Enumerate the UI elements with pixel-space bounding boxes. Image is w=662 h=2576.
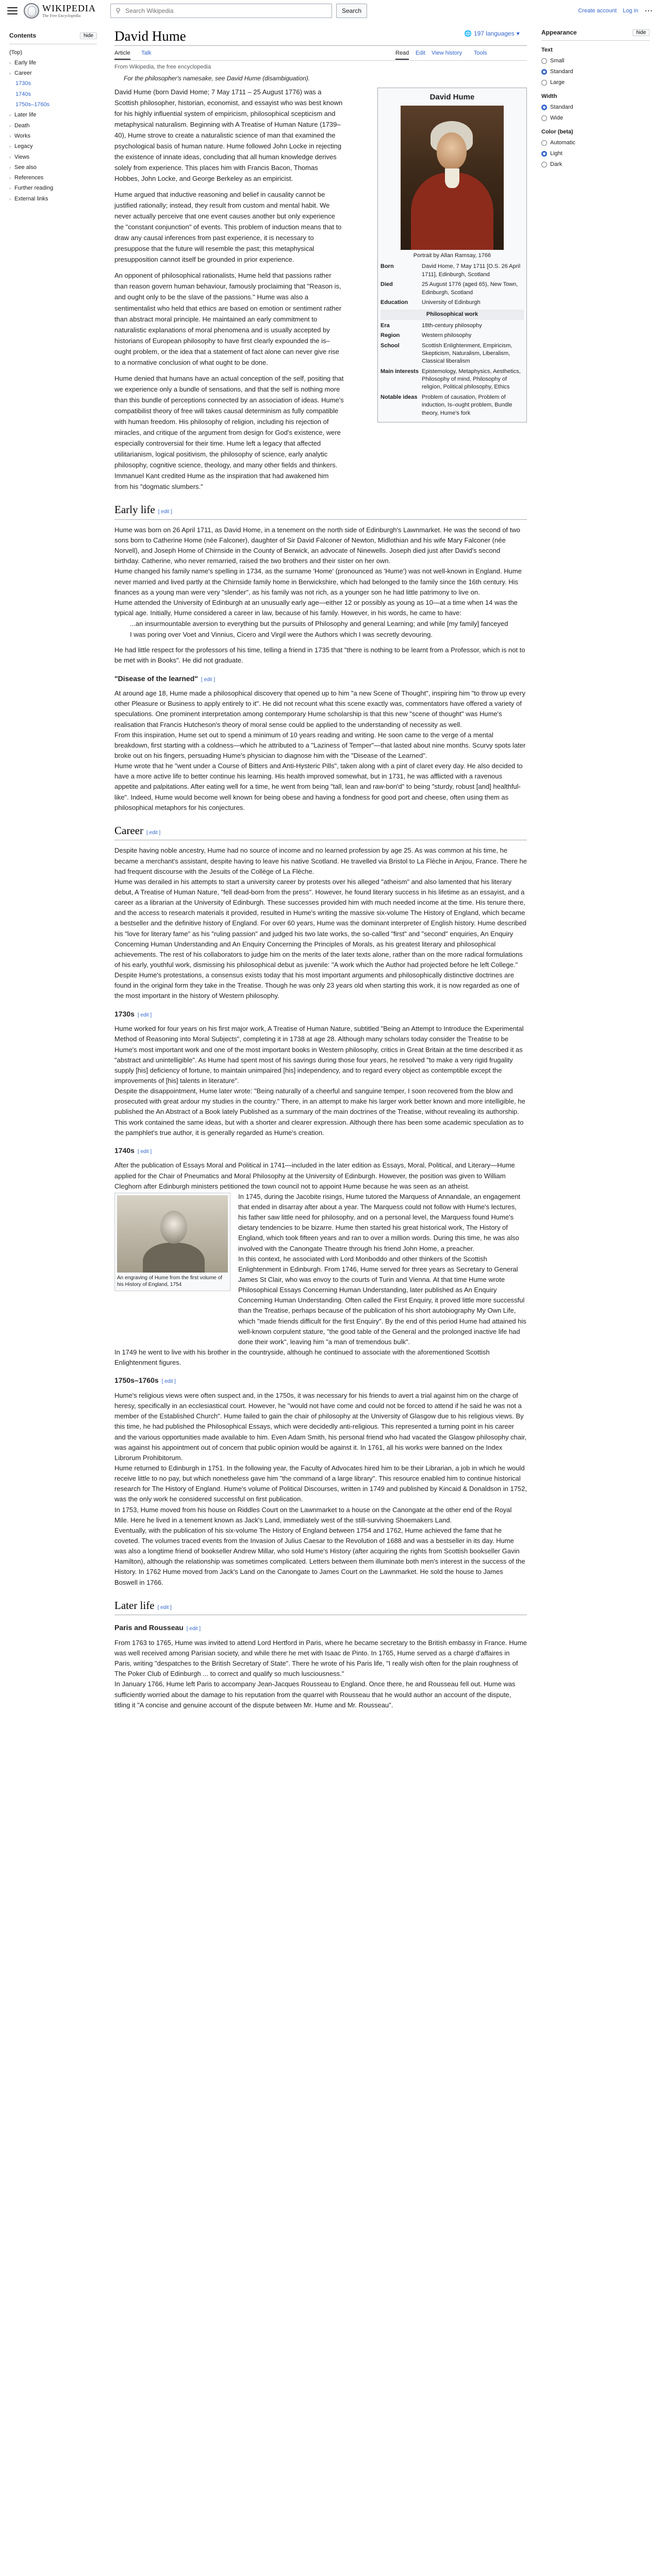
edit-section-link[interactable]: [ edit ] (137, 1012, 152, 1018)
toc-item[interactable] (9, 152, 97, 162)
infobox-label: Born (380, 263, 394, 270)
paragraph: Hume argued that inductive reasoning and belief in causality cannot be justified rationally; instead, they result from custom and mental habit. We never actually perceive that one event causes another but only experience the "constant conjunction" of events. This problem of induction means that to draw any causal inferences from past experience, it is necessary to presuppose that the future will resemble the past; this metaphysical presupposition cannot itself be grounded in prior experience. (114, 191, 342, 264)
chevron-icon: › (9, 112, 11, 118)
chevron-icon: › (9, 71, 11, 76)
toc-item-label: 1750s–1760s (15, 101, 50, 108)
toc-item[interactable] (9, 183, 97, 193)
paragraph: In this context, he associated with Lord Monboddo and other thinkers of the Scottish Enlightenment in Edinburgh. From 1746, Hume served for three years as Secretary to General James St Clair, who was envoy to the courts of Turin and Vienna. At that time Hume wrote Philosophical Essays Concerning Human Understanding, later published as An Enquiry Concerning Human Understanding. Often called the First Enquiry, it proved little more successful than the Treatise, perhaps because of the publication of his short autobiography My Own Life, which "made friends difficult for the first Enquiry". By the end of this period Hume had attained his well-known corpulent stature, "the good table of the General and the prolonged inactive life had done their work", leaving him "a man of tremendous bulk". (238, 1255, 526, 1346)
chevron-icon: › (9, 196, 11, 201)
text-option-standard[interactable] (541, 67, 650, 76)
main-menu-icon[interactable] (7, 6, 18, 16)
tab-article[interactable]: Article (114, 49, 130, 60)
toc-item-label: External links (14, 195, 48, 202)
width-option-standard[interactable] (541, 103, 650, 112)
edit-section-link[interactable]: [ edit ] (201, 676, 216, 683)
infobox-value: University of Edinburgh (422, 299, 481, 306)
toc-item-label: Death (14, 122, 30, 129)
hatnote: For the philosopher's namesake, see David Hume (disambiguation). (124, 75, 310, 82)
radio-icon (541, 162, 547, 167)
infobox-section-heading: Philosophical work (380, 310, 524, 319)
text-option-small[interactable] (541, 57, 650, 65)
chevron-icon: › (9, 154, 11, 160)
radio-selected-icon (541, 151, 547, 157)
option-label: Light (550, 150, 562, 157)
toc-item-label: 1740s (15, 91, 31, 97)
infobox-value: Epistemology, Metaphysics, Aesthetics, Philosophy of mind, Philosophy of religion, Political philosophy, Ethics (422, 368, 521, 391)
paragraph: In 1753, Hume moved from his house on Riddles Court on the Lawnmarket to a house on the Canongate at the other end of the Royal Mile. Here he lived in a tenement known as Jack's Land, immediately west of the still-surviving Shoemakers Land. (114, 1505, 512, 1524)
width-label: Width (541, 93, 557, 99)
paragraph: Despite having noble ancestry, Hume had no source of income and no learned profession by age 25. As was common at his time, he became a merchant's assistant, despite having to leave his native Scotland. He travelled via Bristol to La Flèche in Anjou, France. There he had frequent discourse with the Jesuits of the Collège of La Flèche. (114, 846, 527, 875)
table-of-contents (9, 31, 97, 204)
paragraph: Hume attended the University of Edinburgh at an unusually early age—either 12 or possibly as young as 10—at a time when 14 was the typical age. Initially, Hume considered a career in law, because of his family. However, in his words, he came to have: (114, 598, 518, 617)
toc-item-label: See also (14, 164, 37, 171)
chevron-icon: › (9, 164, 11, 170)
tab-view-history[interactable]: View history (432, 50, 462, 56)
infobox-label: Education (380, 299, 408, 306)
log-in-link[interactable]: Log in (623, 8, 638, 14)
engraving-image[interactable] (117, 1195, 228, 1273)
toc-item[interactable] (9, 131, 97, 141)
toc-item[interactable] (9, 47, 97, 58)
infobox-label: Notable ideas (380, 394, 418, 400)
appearance-hide-button[interactable]: hide (633, 29, 650, 36)
toc-item-label: Later life (14, 112, 37, 118)
tab-tools[interactable]: Tools (474, 50, 487, 56)
site-header (0, 0, 662, 23)
width-option-wide[interactable] (541, 114, 650, 123)
edit-section-link[interactable]: [ edit ] (161, 1379, 176, 1385)
section-heading-1730s: 1730s [ edit ] (114, 1009, 152, 1018)
section-heading-paris-rousseau: Paris and Rousseau [ edit ] (114, 1623, 201, 1632)
section-heading-early-life: Early life [ edit ] (114, 501, 527, 520)
chevron-icon: › (9, 123, 11, 128)
paragraph: An opponent of philosophical rationalists, Hume held that passions rather than reason govern human behaviour, famously proclaiming that "Reason is, and ought only to be the slave of the passions." Hume was also a sentimentalist who held that ethics are based on emotion or sentiment rather than abstract moral principle. He maintained an early commitment to naturalistic explanations of moral phenomena and is usually accepted by historians of European philosophy to have first clearly expounded the is–ought problem, or the idea that a statement of fact alone can never give rise to a normative conclusion of what ought to be done. (114, 272, 342, 366)
from-wikipedia: From Wikipedia, the free encyclopedia (114, 64, 211, 70)
toc-item-label: Views (14, 154, 30, 160)
page-title: David Hume (114, 28, 186, 44)
infobox-label: School (380, 342, 400, 349)
edit-section-link[interactable]: [ edit ] (186, 1626, 201, 1632)
option-label: Standard (550, 68, 573, 75)
paragraph: David Hume (born David Home; 7 May 1711 – 25 August 1776) was a Scottish philosopher, historian, economist, and essayist who was best known for his highly influential system of empiricism, philosophical scepticism and metaphysical naturalism. Beginning with A Treatise of Human Nature (1739–40), Hume strove to create a naturalistic science of man that examined the psychological basis of human nature. Hume followed John Locke in rejecting the existence of innate ideas, concluding that all human knowledge derives solely from experience. This places him with Francis Bacon, Thomas Hobbes, John Locke, and George Berkeley as an empiricist. (114, 88, 343, 183)
option-label: Dark (550, 161, 562, 168)
paragraph: He had little respect for the professors of his time, telling a friend in 1735 that "there is nothing to be learnt from a Professor, which is not to be met with in Books". He did not graduate. (114, 646, 525, 665)
toc-item[interactable] (9, 99, 97, 110)
globe-icon (24, 3, 39, 19)
toc-item-label: (Top) (9, 49, 23, 56)
text-option-large[interactable] (541, 78, 650, 87)
chevron-icon: › (9, 175, 11, 181)
paragraph: At around age 18, Hume made a philosophical discovery that opened up to him "a new Scene of Thought", inspiring him "to throw up every other Pleasure or Business to apply entirely to it". He did not recount what this scene exactly was, commentators have offered a variety of speculations. One prominent interpretation among contemporary Hume scholarship is that this new "scene of thought" was Hume's realisation that Francis Hutcheson's theory of moral sense could be applied to the understanding of necessity as well. (114, 689, 525, 728)
edit-section-link[interactable]: [ edit ] (146, 829, 161, 836)
option-label: Small (550, 57, 565, 64)
infobox-value: Scottish Enlightenment, Empiricism, Skepticism, Naturalism, Liberalism, Classical liberalism (422, 342, 512, 365)
toc-item[interactable] (9, 141, 97, 151)
color-option-dark[interactable] (541, 160, 650, 169)
paragraph: In January 1766, Hume left Paris to accompany Jean-Jacques Rousseau to England. Once there, he and Rousseau fell out. Hume was sufficiently worried about the damage to his reputation from the quarrel with Rousseau that he would author an account of the dispute, titling it "A concise and genuine account of the dispute between Mr. Hume and Mr. Rousseau". (114, 1680, 516, 1709)
infobox-value: Problem of causation, Problem of induction, Is–ought problem, Bundle theory, Hume's fork (422, 394, 512, 416)
edit-section-link[interactable]: [ edit ] (137, 1148, 152, 1155)
option-label: Automatic (550, 139, 575, 146)
infobox-label: Region (380, 332, 400, 339)
create-account-link[interactable]: Create account (578, 8, 617, 14)
color-option-light[interactable] (541, 149, 650, 158)
paragraph: Hume changed his family name's spelling in 1734, as the surname 'Home' (pronounced as 'Hume') was not well-known in England. Hume never married and lived partly at the Chirnside family home in Berwickshire, which had belonged to the family since the 16th century. His finances as a young man were very "slender", as his family was not rich, as a younger son he had little patrimony to live on. (114, 567, 522, 596)
paragraph: From 1763 to 1765, Hume was invited to attend Lord Hertford in Paris, where he became secretary to the British embassy in France. Hume was well received among Parisian society, and while there he met with Isaac de Pinto. In 1765, Hume served as a chargé d'affaires in Paris, writing "despatches to the British Secretary of State". There he wrote of his Paris life, "I really wish often for the plain roughness of The Poker Club of Edinburgh ... to correct and qualify so much lusciousness." (114, 1638, 527, 1678)
color-option-automatic[interactable] (541, 139, 650, 147)
toc-item-label: References (14, 175, 44, 181)
toc-list (9, 47, 97, 204)
text-size-label: Text (541, 46, 553, 53)
toc-item[interactable] (9, 58, 97, 68)
infobox-label: Main interests (380, 368, 419, 375)
toc-hide-button[interactable]: hide (80, 32, 97, 39)
appearance-panel (541, 28, 650, 171)
infobox-label: Era (380, 322, 390, 329)
toc-item[interactable] (9, 89, 97, 99)
toc-item-label: 1730s (15, 80, 31, 87)
radio-icon (541, 80, 547, 86)
toc-item-label: Works (14, 132, 30, 139)
edit-section-link[interactable]: [ edit ] (157, 1604, 172, 1611)
radio-icon (541, 115, 547, 121)
search-input[interactable] (125, 7, 332, 14)
chevron-down-icon: ▾ (516, 30, 520, 37)
infobox-value: Western philosophy (422, 332, 472, 339)
section-heading-1740s: 1740s [ edit ] (114, 1146, 152, 1155)
paragraph: From this inspiration, Hume set out to spend a minimum of 10 years reading and writing. He soon came to the verge of a mental breakdown, first starting with a coldness—which he attributed to a "Laziness of Temper"—that lasted about nine months. Scurvy spots later broke out on his fingers, persuading Hume's physician to diagnose him with the "Disease of the Learned". (114, 731, 526, 760)
languages-label: 197 languages (473, 30, 515, 37)
toc-item[interactable] (9, 110, 97, 120)
infobox-name: David Hume (429, 93, 475, 101)
toc-item[interactable] (9, 78, 97, 89)
lead-section (114, 87, 344, 493)
page-tabs (114, 49, 527, 60)
chevron-icon: › (9, 60, 11, 65)
site-tagline: The Free Encyclopedia (42, 13, 81, 18)
radio-selected-icon (541, 69, 547, 75)
tab-read[interactable]: Read (395, 49, 409, 60)
paragraph: Hume's religious views were often suspect and, in the 1750s, it was necessary for his friends to avert a trial against him on the charge of heresy, specifically in an ecclesiastical court. However, he "would not have come and could not be forced to attend if he said he was not a member of the Established Church". Hume failed to gain the chair of philosophy at the University of Glasgow due to his religious views. By this time, he had published the Philosophical Essays, which were decidedly anti-religious. This represented a turning point in his career and the various opportunities made available to him. Even Adam Smith, his personal friend who had vacated the Glasgow philosophy chair, was against his appointment out of concern that public opinion would be against it. In 1761, all his works were banned on the Index Librorum Prohibitorum. (114, 1391, 527, 1462)
toc-item[interactable] (9, 121, 97, 131)
user-tools (578, 7, 653, 15)
infobox-value: 18th-century philosophy (422, 322, 482, 329)
edit-section-link[interactable]: [ edit ] (158, 509, 172, 515)
option-label: Wide (550, 114, 564, 121)
tab-edit[interactable]: Edit (416, 50, 425, 56)
section-heading-later-life: Later life [ edit ] (114, 1597, 527, 1616)
figure-caption: An engraving of Hume from the first volume of his History of England, 1754 (117, 1275, 222, 1288)
infobox-label: Died (380, 281, 393, 288)
engraving-figure (114, 1193, 230, 1291)
paragraph: Hume was born on 26 April 1711, as David Home, in a tenement on the north side of Edinburgh's Lawnmarket. He was the second of two sons born to Catherine Home (née Falconer), daughter of Sir David Falconer of Newton, Midlothian and his wife Mary Falconer (née Norvell), and Joseph Home of Chirnside in the County of Berwick, an advocate of Ninewells. Joseph died just after David's second birthday. Catherine, who never remarried, raised the two brothers and their sister on her own. (114, 526, 521, 565)
section-heading-disease: "Disease of the learned" [ edit ] (114, 674, 216, 683)
toc-item[interactable] (9, 68, 97, 78)
search-icon: ⚲ (115, 6, 121, 14)
option-label: Standard (550, 104, 573, 110)
quote: ...an insurmountable aversion to everything but the pursuits of Philosophy and general Learning; and while [my family] fanceyed I was poring over Voet and Vinnius, Cicero and Virgil were the Authors which I was secretly devouring. (130, 620, 508, 639)
paragraph: In 1749 he went to live with his brother in the countryside, although he continued to associate with the aforementioned Scottish Enlightenment figures. (114, 1348, 490, 1367)
more-options-icon[interactable]: ⋯ (644, 6, 653, 15)
chevron-icon: › (9, 185, 11, 191)
paragraph: Despite the disappointment, Hume later wrote: "Being naturally of a cheerful and sanguine temper, I soon recovered from the blow and prosecuted with great ardour my studies in the country." There, in an attempt to make his larger work better known and more intelligible, he published the An Abstract of a Book lately Published as a summary of the main doctrines of the Treatise, without revealing its authorship. This work contained the same ideas, but with a shorter and clearer expression. Although there has been some academic speculation as to the pamphlet's true author, it is generally regarded as Hume's creation. (114, 1087, 525, 1137)
paragraph: Hume was derailed in his attempts to start a university career by protests over his alleged "atheism" and also lamented that his literary debut, A Treatise of Human Nature, "fell dead-born from the press". However, he found literary success in his lifetime as an essayist, and a career as a librarian at the University of Edinburgh. These successes provided him with much needed income at the time. His tenure there, and the access to research materials it provided, resulted in Hume's writing the massive six-volume The History of England, which became a bestseller and the definitive history of England. For over 60 years, Hume was the dominant interpreter of English history. Hume described his "love for literary fame" as his "ruling passion" and judged his two late works, the so-called "first" and "second" enquiries, An Enquiry Concerning Human Understanding and An Enquiry Concerning the Principles of Morals, as his greatest literary and philosophical achievements. The rest of his collaborators to judge him on the merits of the later texts alone, rather than on the more radical formulations of his early, youthful work, dismissing his philosophical debut as juvenile: "A work which the Author had projected before he left College." Despite Hume's protestations, a consensus exists today that his most important arguments and philosophically distinctive doctrines are found in the original form they take in the Treatise. Though he was only 23 years old when starting this work, it is now regarded as one of the most important in the history of Western philosophy. (114, 877, 526, 1000)
paragraph: In 1745, during the Jacobite risings, Hume tutored the Marquess of Annandale, an engagement that ended in disarray after about a year. The Marquess could not follow with Hume's lectures, his father saw little need for philosophy, and on a personal level, the Marquess found Hume's dietary tendencies to be bizarre. Hume then started his great historical work, The History of England, which took fifteen years and ran to over a million words. During this time, he was also involved with the Canongate Theatre through his friend John Home, a preacher. (238, 1192, 521, 1252)
languages-button[interactable] (464, 29, 520, 39)
radio-icon (541, 140, 547, 146)
portrait-caption: Portrait by Allan Ramsay, 1766 (413, 252, 491, 259)
section-heading-1750s-1760s: 1750s–1760s [ edit ] (114, 1376, 176, 1385)
tab-talk[interactable]: Talk (141, 50, 152, 56)
language-icon: 🌐 (464, 30, 472, 37)
infobox-value: 25 August 1776 (aged 65), New Town, Edinburgh, Scotland (422, 281, 518, 296)
paragraph: Hume denied that humans have an actual conception of the self, positing that we experience only a bundle of sensations, and that the self is nothing more than this bundle of perceptions connected by an association of ideas. Hume's compatibilist theory of free will takes causal determinism as fully compatible with human freedom. His philosophy of religion, including his rejection of miracles, and critique of the argument from design for God's existence, were especially controversial for their time. Hume left a legacy that affected utilitarianism, logical positivism, the philosophy of science, early analytic philosophy, cognitive science, theology, and many other fields and thinkers. Immanuel Kant credited Hume as the inspiration that had awakened him from his "dogmatic slumbers." (114, 374, 344, 491)
toc-item[interactable] (9, 173, 97, 183)
toc-item[interactable] (9, 194, 97, 204)
paragraph: Hume worked for four years on his first major work, A Treatise of Human Nature, subtitled "Being an Attempt to Introduce the Experimental Method of Reasoning into Moral Subjects", completing it in 1738 at age 28. Although many scholars today consider the Treatise to be Hume's most important work and one of the most important books in Western philosophy, critics in Great Britain at the time described it as "abstract and unintelligible". As Hume had spent most of his savings during those four years, he resolved "to make a very rigid frugality supply [his] deficiency of fortune, to maintain unimpaired [his] independency, and to regard every object as contemptible except the improvements of [his] talents in literature". (114, 1025, 524, 1084)
paragraph: Hume wrote that he "went under a Course of Bitters and Anti-Hysteric Pills", taken along with a pint of claret every day. He also decided to have a more active life to better continue his learning. His health improved somewhat, but in 1731, he was afflicted with a ravenous appetite and palpitations. After eating well for a time, he went from being "tall, lean and raw-bon'd" to being "sturdy, robust [and] healthful-like". Indeed, Hume would become well known for being obese and having a fondness for good port and cheese, often using them as philosophical metaphors for his conjectures. (114, 762, 523, 811)
toc-heading: Contents (9, 32, 36, 39)
search-box (110, 4, 332, 18)
radio-icon (541, 58, 547, 64)
toc-item-label: Early life (14, 59, 37, 66)
chevron-icon: › (9, 133, 11, 139)
article-content (114, 63, 527, 1710)
toc-item-label: Further reading (14, 185, 54, 192)
infobox-value: David Home, 7 May 1711 [O.S. 26 April 1711], Edinburgh, Scotland (422, 263, 521, 278)
section-heading-career: Career [ edit ] (114, 822, 527, 841)
radio-selected-icon (541, 105, 547, 110)
paragraph: Hume returned to Edinburgh in 1751. In the following year, the Faculty of Advocates hired him to be their Librarian, a job in which he would receive little to no pay, but which nonetheless gave him "the command of a large library". This resource enabled him to continue historical research for The History of England. Hume's volume of Political Discourses, written in 1749 and published by Kincaid & Donaldson in 1752, was the only work he considered successful on first publication. (114, 1464, 527, 1503)
paragraph: Eventually, with the publication of his six-volume The History of England between 1754 and 1762, Hume achieved the fame that he coveted. The volumes traced events from the Invasion of Julius Caesar to the Revolution of 1688 and was a bestseller in its day. Hume was also a longtime friend of bookseller Andrew Millar, who sold Hume's History (after acquiring the rights from Scottish bookseller Gavin Hamilton), although the relationship was sometimes complicated. Letters between them illuminate both men's interest in the success of the History. In 1762 Hume moved from Jack's Land on the Canongate to James Court on the Lawnmarket. He sold the house to James Boswell in 1766. (114, 1526, 525, 1586)
color-label: Color (beta) (541, 128, 573, 135)
appearance-heading: Appearance (541, 29, 577, 36)
wikipedia-logo[interactable] (24, 3, 96, 19)
toc-item-label: Legacy (14, 143, 33, 150)
search-button[interactable]: Search (336, 4, 367, 18)
toc-item-label: Career (14, 70, 32, 77)
site-title: WIKIPEDIA (42, 3, 96, 13)
paragraph: After the publication of Essays Moral and Political in 1741—included in the later edition as Essays, Moral, Political, and Literary—Hume applied for the Chair of Pneumatics and Moral Philosophy at the University of Edinburgh. However, the position was given to William Cleghorn after Edinburgh ministers petitioned the town council not to appoint Hume because he was seen as an atheist. (114, 1161, 515, 1190)
option-label: Large (550, 79, 565, 86)
toc-item[interactable] (9, 162, 97, 173)
chevron-icon: › (9, 144, 11, 149)
